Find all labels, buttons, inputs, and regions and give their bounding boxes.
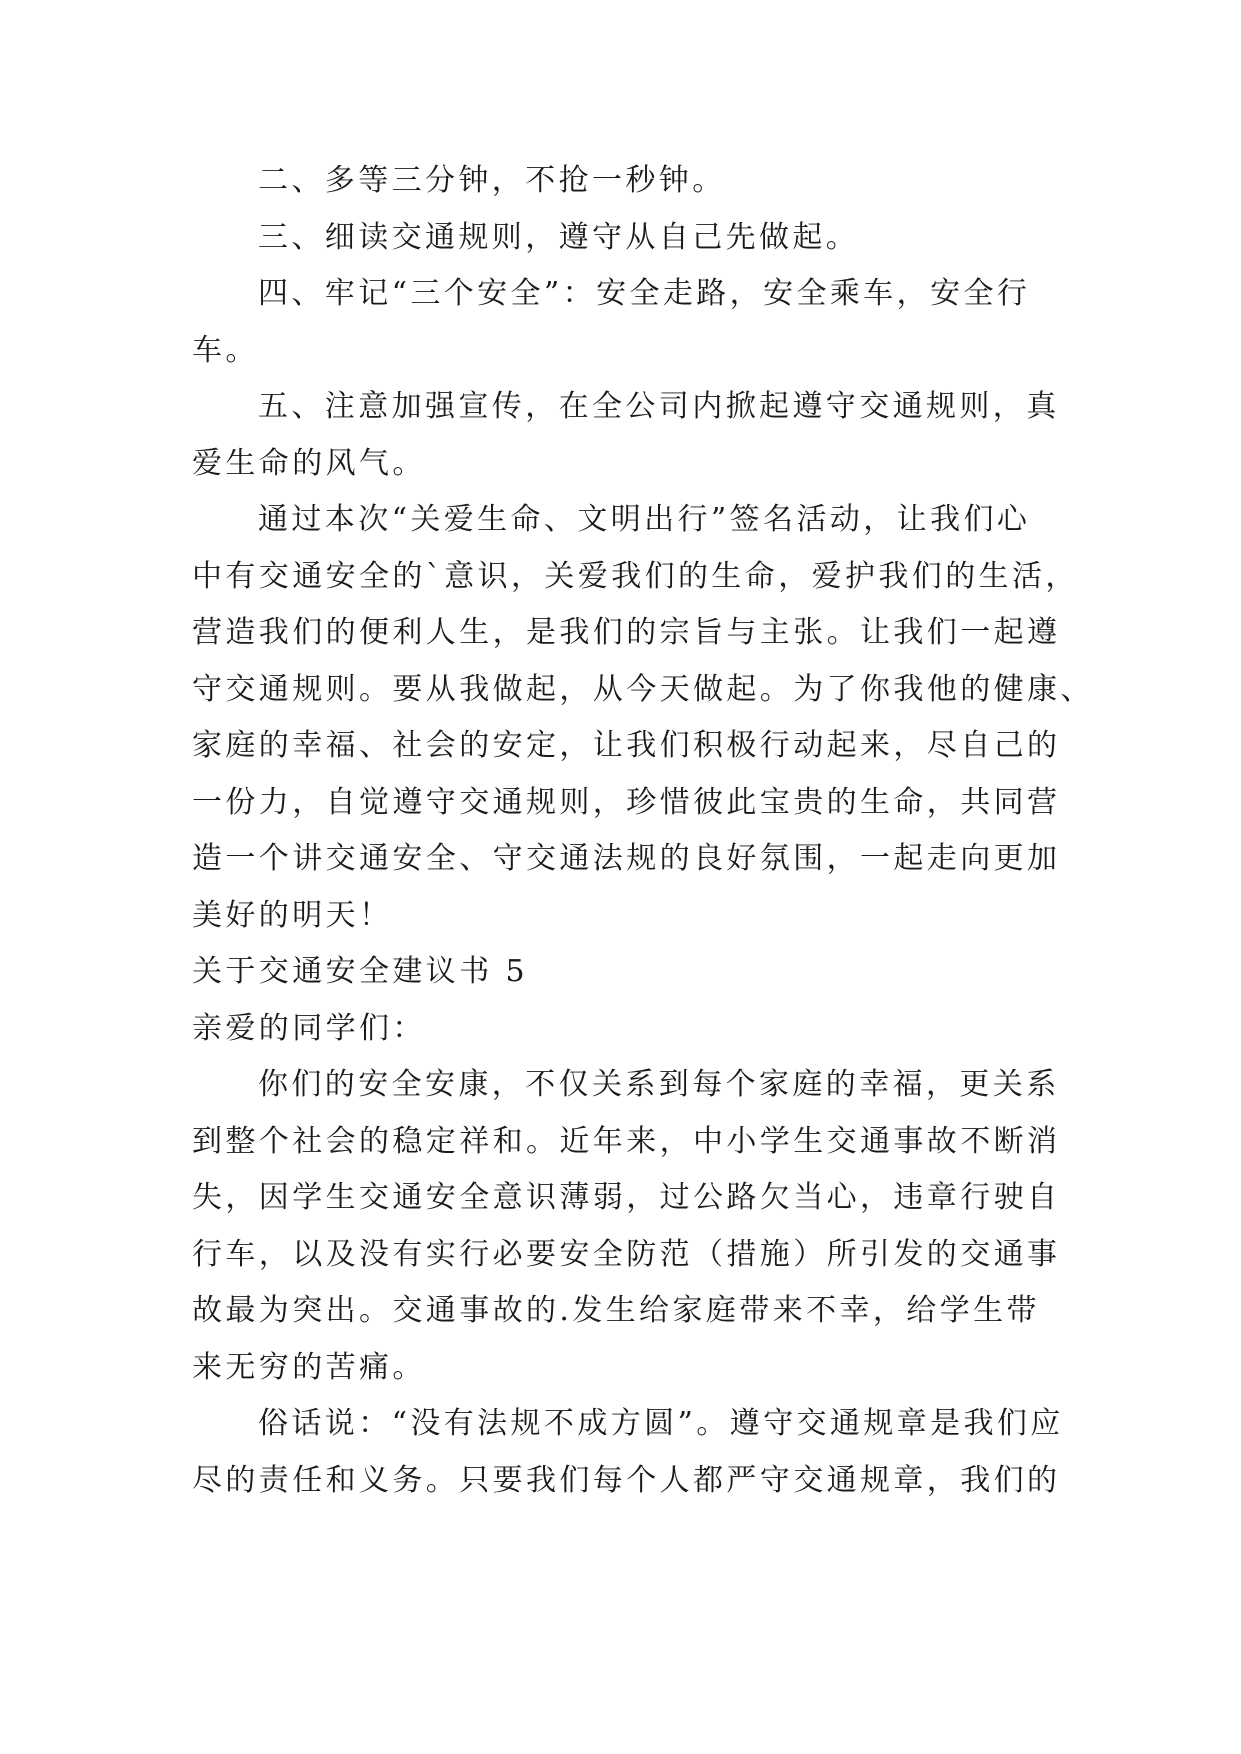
paragraph [192,153,1054,210]
text-line: 三、细读交通规则，遵守从自己先做起。 [258,219,860,255]
text-line: 美好的明天！ [192,897,393,933]
text-line: 俗话说：“没有法规不成方圆”。遵守交通规章是我们应 [258,1406,1064,1441]
text-line: 五、注意加强宣传，在全公司内掀起遵守交通规则，真 [258,389,1060,424]
text-line: 守交通规则。要从我做起，从今天做起。为了你我他的健康、 [192,671,1094,707]
paragraph [192,379,1060,492]
text-line: 通过本次“关爱生命、文明出行”签名活动，让我们心 [258,502,1031,537]
text-line: 二、多等三分钟，不抢一秒钟。 [258,163,726,198]
text-line: 车。 [192,332,259,368]
paragraph [192,1057,1061,1396]
text-line: 家庭的幸福、社会的安定，让我们积极行动起来，尽自己的 [192,728,1061,763]
text-line: 关于交通安全建议书 5 [192,954,529,989]
text-line: 亲爱的同学们： [192,1010,426,1046]
paragraph [192,944,1054,1001]
text-line: 尽的责任和义务。只要我们每个人都严守交通规章，我们的 [192,1462,1061,1498]
paragraph [192,1396,1064,1509]
text-line: 一份力，自觉遵守交通规则，珍惜彼此宝贵的生命，共同营 [192,784,1061,820]
text-line: 中有交通安全的`意识，关爱我们的生命，爱护我们的生活， [192,558,1079,594]
text-line: 爱生命的风气。 [192,445,426,481]
text-line: 故最为突出。交通事故的.发生给家庭带来不幸，给学生带 [192,1293,1040,1328]
paragraph [192,492,1094,944]
paragraph [192,1001,1054,1058]
text-line: 行车，以及没有实行必要安全防范（措施）所引发的交通事 [192,1236,1061,1272]
text-line: 四、牢记“三个安全”：安全走路，安全乘车，安全行 [258,276,1031,311]
text-line: 造一个讲交通安全、守交通法规的良好氛围，一起走向更加 [192,841,1061,876]
text-line: 来无穷的苦痛。 [192,1349,426,1385]
paragraph [192,210,1054,267]
document-body [192,153,1094,1509]
text-line: 到整个社会的稳定祥和。近年来，中小学生交通事故不断消 [192,1123,1061,1159]
text-line: 你们的安全安康，不仅关系到每个家庭的幸福，更关系 [258,1067,1060,1102]
paragraph [192,266,1054,379]
text-line: 失，因学生交通安全意识薄弱，过公路欠当心，违章行驶自 [192,1180,1061,1215]
text-line: 营造我们的便利人生，是我们的宗旨与主张。让我们一起遵 [192,615,1061,650]
